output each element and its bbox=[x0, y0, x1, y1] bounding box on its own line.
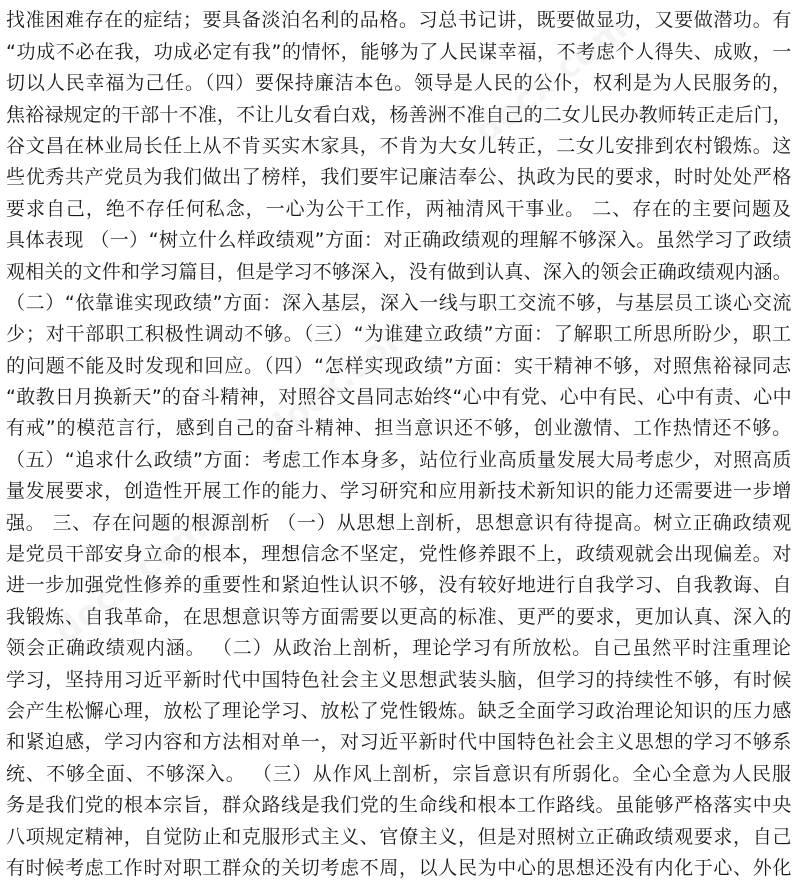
text-line: 切以人民幸福为己任。（四）要保持廉洁本色。领导是人民的公仆，权利是为人民服务的， bbox=[6, 72, 792, 95]
text-line: 强。 三、存在问题的根源剖析 （一）从思想上剖析，思想意识有待提高。树立正确政绩观 bbox=[6, 511, 792, 534]
text-line: 焦裕禄规定的干部十不准，不让儿女看白戏，杨善洲不准自己的二女儿民办教师转正走后门， bbox=[6, 103, 792, 126]
text-line: 少；对干部职工积极性调动不够。（三）“为谁建立政绩”方面：了解职工所思所盼少，职工 bbox=[6, 323, 792, 346]
text-line: 进一步加强党性修养的重要性和紧迫性认识不够，没有较好地进行自我学习、自我教诲、自 bbox=[6, 574, 792, 597]
text-line: 谷文昌在林业局长任上从不肯买实木家具，不肯为大女儿转正，二女儿安排到农村锻炼。这 bbox=[6, 134, 792, 157]
watermark: docx.com bbox=[466, 8, 635, 152]
text-line: 有戒”的模范言行，感到自己的奋斗精神、担当意识还不够，创业激情、工作热情还不够。 bbox=[6, 417, 792, 440]
text-line: 些优秀共产党员为我们做出了榜样，我们要牢记廉洁奉公、执政为民的要求，时时处处严格 bbox=[6, 166, 792, 189]
text-line: 务是我们党的根本宗旨，群众路线是我们党的生命线和根本工作路线。虽能够严格落实中央 bbox=[6, 794, 792, 817]
text-line: 八项规定精神，自觉防止和克服形式主义、官僚主义，但是对照树立正确政绩观要求，自己 bbox=[6, 825, 792, 848]
text-line: （二）“依靠谁实现政绩”方面：深入基层，深入一线与职工交流不够，与基层员工谈心交流 bbox=[6, 291, 792, 314]
text-line: 找准困难存在的症结；要具备淡泊名利的品格。习总书记讲，既要做显功，又要做潜功。有 bbox=[6, 9, 792, 32]
text-line: “敢教日月换新天”的奋斗精神，对照谷文昌同志始终“心中有党、心中有民、心中有责、心中 bbox=[6, 386, 792, 409]
text-line: 量发展要求，创造性开展工作的能力、学习研究和应用新技术新知识的能力还需要进一步增 bbox=[6, 480, 792, 503]
text-line: 我锻炼、自我革命，在思想意识等方面需要以更高的标准、更严的要求，更加认真、深入的 bbox=[6, 605, 792, 628]
text-line: 是党员干部安身立命的根本，理想信念不坚定，党性修养跟不上，政绩观就会出现偏差。对 bbox=[6, 543, 792, 566]
text-line: 具体表现 （一）“树立什么样政绩观”方面：对正确政绩观的理解不够深入。虽然学习了政绩 bbox=[6, 229, 792, 252]
text-line: 观相关的文件和学习篇目，但是学习不够深入，没有做到认真、深入的领会正确政绩观内涵。 bbox=[6, 260, 792, 283]
text-line: 的问题不能及时发现和回应。（四）“怎样实现政绩”方面：实干精神不够，对照焦裕禄同志 bbox=[6, 354, 792, 377]
text-line: 统、不够全面、不够深入。 （三）从作风上剖析，宗旨意识有所弱化。全心全意为人民服 bbox=[6, 762, 792, 785]
text-line: 有时候考虑工作时对职工群众的关切考虑不周，以人民为中心的思想还没有内化于心、外化 bbox=[6, 856, 792, 879]
text-line: 要求自己，绝不存任何私念，一心为公干工作，两袖清风干事业。 二、存在的主要问题及 bbox=[6, 197, 792, 220]
watermark: docx.com bbox=[256, 308, 425, 452]
document-body bbox=[6, 0, 792, 884]
watermark: docx.com bbox=[46, 508, 215, 652]
text-line: 领会正确政绩观内涵。 （二）从政治上剖析，理论学习有所放松。自己虽然平时注重理论 bbox=[6, 637, 792, 660]
text-line: “功成不必在我，功成必定有我”的情怀，能够为了人民谋幸福，不考虑个人得失、成败，一 bbox=[6, 40, 792, 63]
text-line: （五）“追求什么政绩”方面：考虑工作本身多，站位行业高质量发展大局考虑少，对照高质 bbox=[6, 448, 792, 471]
text-line: 学习，坚持用习近平新时代中国特色社会主义思想武装头脑，但学习的持续性不够，有时候 bbox=[6, 668, 792, 691]
text-line: 会产生松懈心理，放松了理论学习、放松了党性锻炼。缺乏全面学习政治理论知识的压力感 bbox=[6, 699, 792, 722]
text-line: 和紧迫感，学习内容和方法相对单一，对习近平新时代中国特色社会主义思想的学习不够系 bbox=[6, 731, 792, 754]
